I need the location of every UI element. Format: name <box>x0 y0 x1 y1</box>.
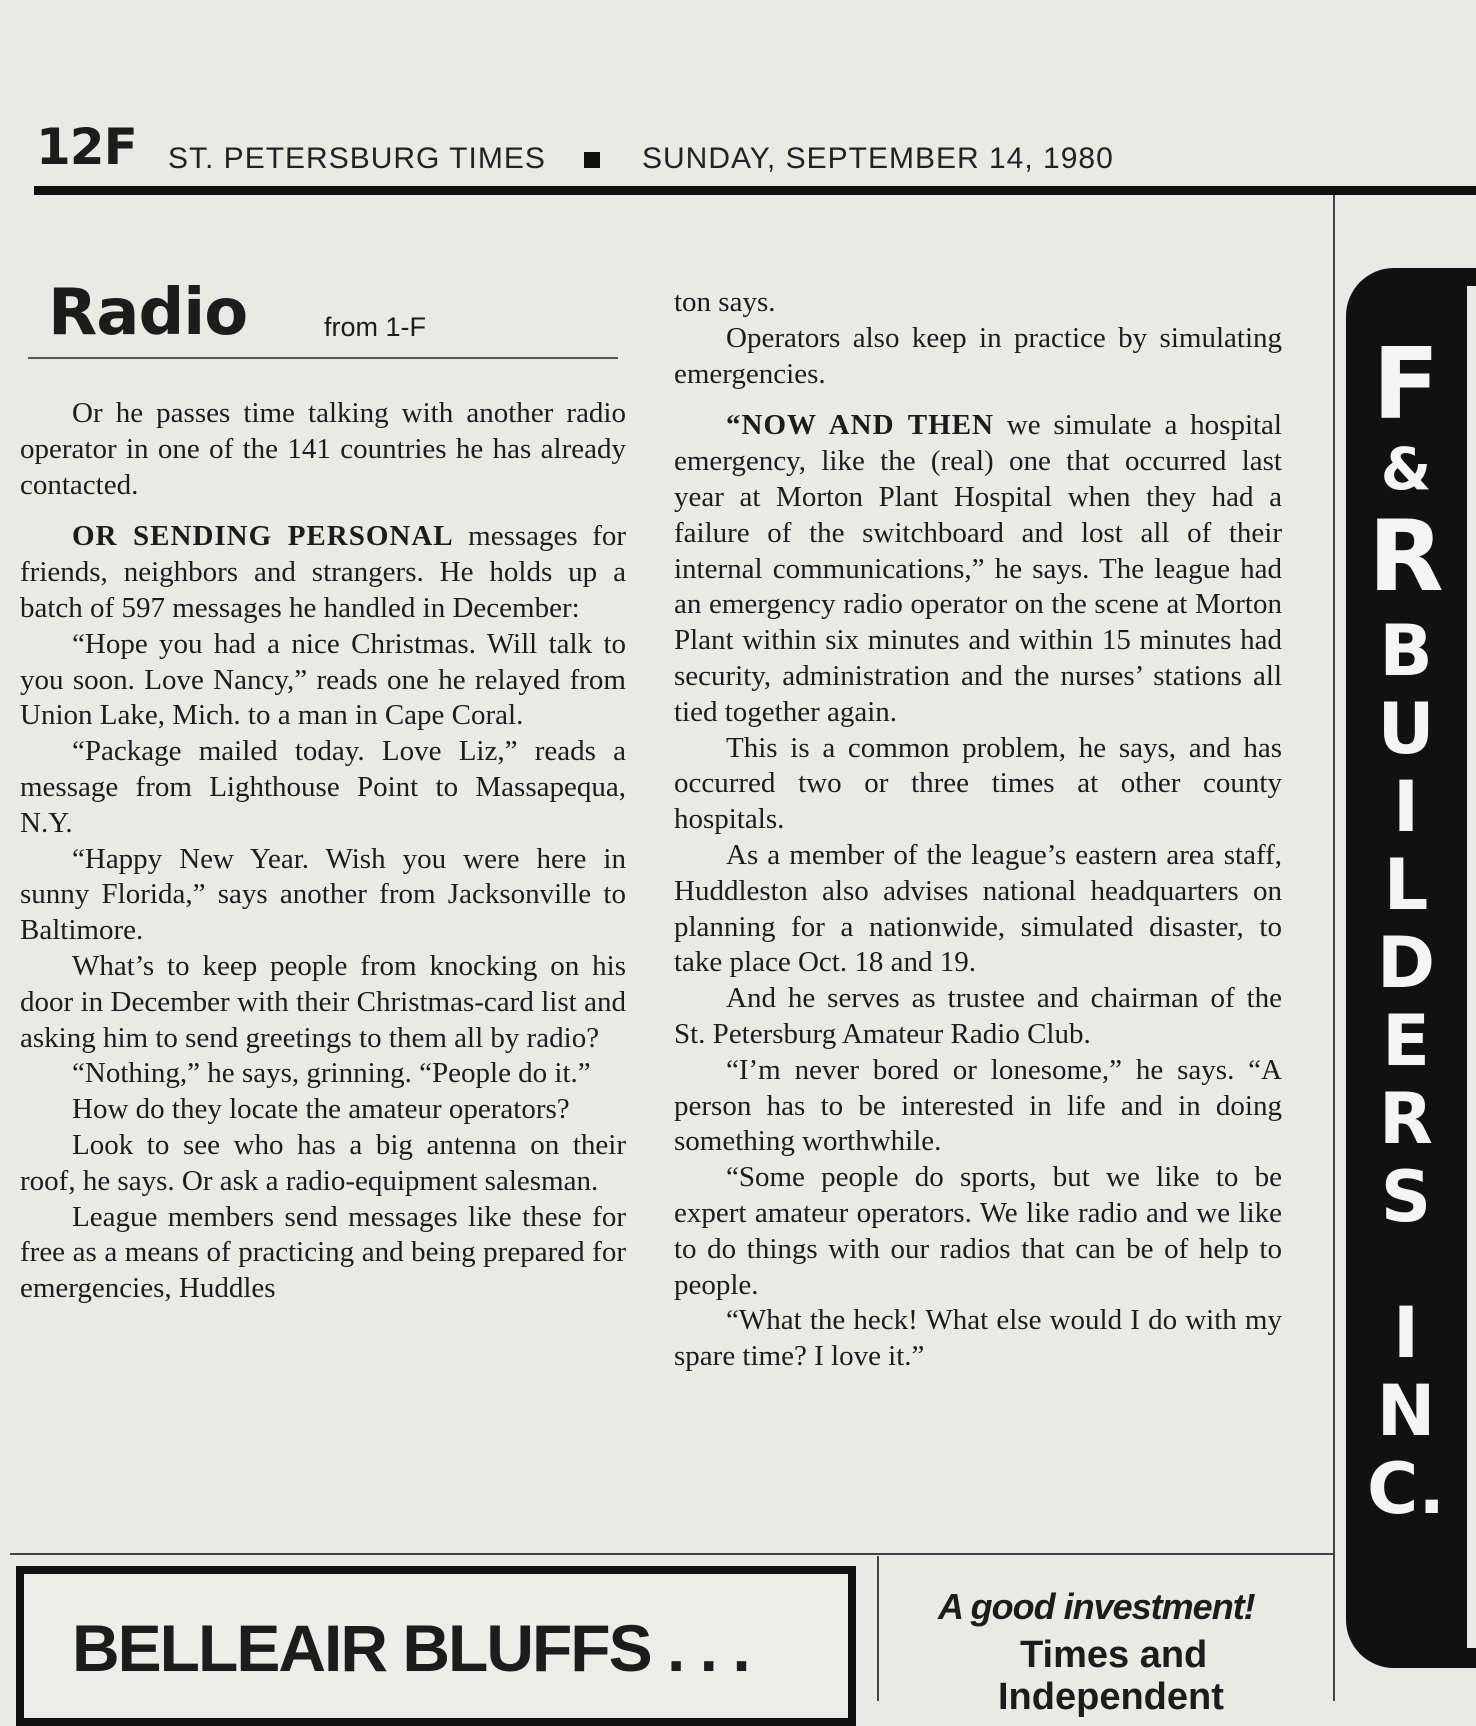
paragraph-text: messages for friends, neighbors and strangers. He holds up a batch of 597 messages he handled in December: <box>20 520 627 624</box>
header-bullet <box>584 152 600 168</box>
paragraph: Look to see who has a big antenna on their roof, he says. Or ask a radio-equipment salesman. <box>20 1128 626 1197</box>
fr-builders-logo <box>1346 328 1466 1530</box>
logo-letter: D <box>1376 922 1436 1004</box>
logo-letter: R <box>1379 1078 1433 1160</box>
paragraph: “Happy New Year. Wish you were here in sunny Florida,” says another from Jacksonville to Baltimore. <box>20 842 626 947</box>
logo-letter: S <box>1380 1156 1432 1238</box>
paragraph: This is a common problem, he says, and has occurred two or three times at other county hospitals. <box>674 731 1282 836</box>
page-number: 12F <box>36 118 137 176</box>
belleair-bluffs-ad <box>16 1566 856 1726</box>
header-rule <box>34 186 1476 195</box>
subhead-lead: “NOW AND THEN <box>726 409 994 442</box>
column-divider <box>1333 195 1335 1701</box>
paragraph: League members send messages like these for free as a means of practicing and being prepared for emergencies, Huddles <box>20 1200 626 1305</box>
paragraph: Operators also keep in practice by simulating emergencies. <box>674 321 1282 390</box>
paragraph: How do they locate the amateur operators? <box>72 1093 570 1126</box>
logo-letter: L <box>1383 844 1429 926</box>
fr-ad-inner-border <box>1467 286 1476 1648</box>
article-bottom-rule <box>10 1553 1333 1555</box>
newspaper-name: ST. PETERSBURG TIMES <box>168 142 546 175</box>
logo-letter: F <box>1372 328 1440 442</box>
paragraph: “Some people do sports, but we like to be expert amateur operators. We like radio and we like to do things with our radios that can be of help to people. <box>674 1161 1282 1301</box>
paragraph <box>674 408 1282 730</box>
promo-headline: A good investment! <box>938 1586 1255 1627</box>
paragraph: “Hope you had a nice Christmas. Will talk to you soon. Love Nancy,” reads one he relayed from Union Lake, Mich. to a man in Cape Coral. <box>20 627 626 732</box>
paragraph: “I’m never bored or lonesome,” he says. “A person has to be interested in life and in doing something worthwhile. <box>674 1053 1282 1158</box>
article-headline: Radio <box>48 276 248 350</box>
publication-date: SUNDAY, SEPTEMBER 14, 1980 <box>642 142 1114 175</box>
logo-letter: R <box>1368 500 1444 614</box>
paragraph: “Package mailed today. Love Liz,” reads a message from Lighthouse Point to Massapequa, N.Y. <box>20 735 626 839</box>
subhead-lead: OR SENDING PERSONAL <box>72 520 454 553</box>
paragraph-text: we simulate a hospital emergency, like the (real) one that occurred last year at Morton Plant Hospital when they had a failure of the switchboard and lost all of their internal communications,” he says. The league had an emergency radio operator on the scene at Morton Plant within six minutes and within 15 minutes had security, administration and the nurses’ stations all tied together again. <box>674 409 1282 728</box>
paragraph: ton says. <box>674 286 776 318</box>
logo-letter: N <box>1376 1370 1436 1452</box>
jump-line: from 1-F <box>324 312 427 342</box>
paragraph: As a member of the league’s eastern area staff, Huddleston also advises national headquarters on planning for a nationwide, simulated disaster, to take place Oct. 18 and 19. <box>674 838 1282 979</box>
paragraph: “What the heck! What else would I do with my spare time? I love it.” <box>674 1304 1282 1373</box>
page-header <box>36 118 1476 178</box>
ad-divider <box>877 1556 879 1701</box>
paragraph: Or he passes time talking with another radio operator in one of the 141 countries he has already contacted. <box>20 397 626 501</box>
logo-letter: & <box>1380 435 1432 503</box>
promo-line: Times and <box>1020 1634 1208 1676</box>
headline-rule <box>28 357 618 359</box>
paragraph <box>20 519 626 626</box>
logo-letter: C. <box>1367 1448 1445 1530</box>
logo-letter: I <box>1392 1292 1420 1374</box>
paragraph: What’s to keep people from knocking on his door in December with their Christmas-card list and asking him to send greetings to them all by radio? <box>20 949 626 1054</box>
article-column-1 <box>20 396 626 1307</box>
logo-letter: I <box>1392 766 1420 848</box>
logo-letter: B <box>1379 610 1433 692</box>
article-column-2 <box>674 285 1282 1375</box>
logo-letter: U <box>1377 688 1435 770</box>
belleair-ad-title: BELLEAIR BLUFFS . . . <box>72 1611 749 1685</box>
logo-letter: E <box>1382 1000 1430 1082</box>
paragraph: “Nothing,” he says, grinning. “People do it.” <box>72 1057 591 1090</box>
paragraph: And he serves as trustee and chairman of the St. Petersburg Amateur Radio Club. <box>674 982 1282 1050</box>
promo-line: Independent <box>998 1676 1224 1718</box>
